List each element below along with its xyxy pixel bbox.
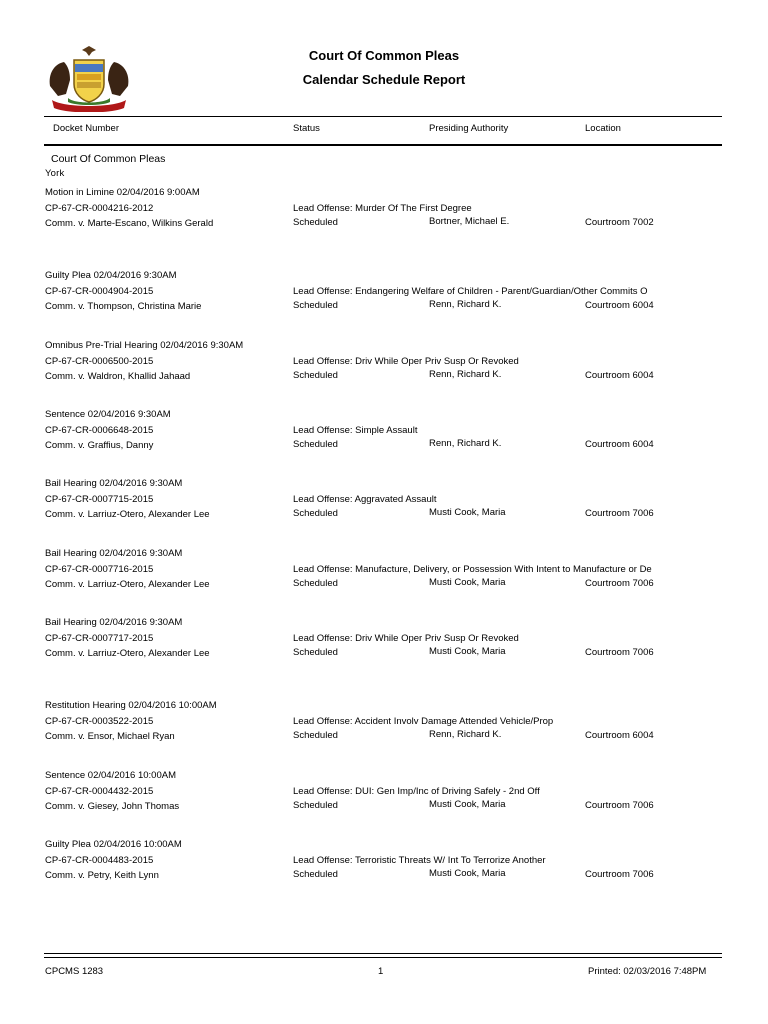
section-county: York [45, 168, 65, 179]
entry-docket-number: CP-67-CR-0003522-2015 [45, 716, 154, 727]
entry-event-heading: Bail Hearing 02/04/2016 9:30AM [45, 478, 183, 489]
header-top-rule [44, 116, 722, 117]
footer-form-id: CPCMS 1283 [45, 966, 104, 977]
entry-case-caption: Comm. v. Graffius, Danny [45, 440, 154, 451]
report-court-title: Court Of Common Pleas [308, 48, 460, 63]
calendar-entry [0, 478, 768, 538]
footer-page-number: 1 [378, 966, 384, 977]
entry-docket-number: CP-67-CR-0004904-2015 [45, 286, 154, 297]
entry-lead-offense: Lead Offense: Terroristic Threats W/ Int To Terrorize Another [293, 855, 546, 866]
entry-location: Courtroom 6004 [585, 730, 654, 741]
calendar-entry [0, 187, 768, 247]
entry-status: Scheduled [293, 300, 338, 311]
calendar-entry [0, 770, 768, 830]
entry-status: Scheduled [293, 800, 338, 811]
entry-docket-number: CP-67-CR-0004216-2012 [45, 203, 154, 214]
entry-case-caption: Comm. v. Thompson, Christina Marie [45, 301, 202, 312]
column-header-docket: Docket Number [53, 123, 119, 134]
entry-status: Scheduled [293, 578, 338, 589]
entry-location: Courtroom 7006 [585, 508, 654, 519]
entry-case-caption: Comm. v. Giesey, John Thomas [45, 801, 180, 812]
entry-lead-offense: Lead Offense: Simple Assault [293, 425, 418, 436]
entry-presiding-authority: Bortner, Michael E. [429, 216, 510, 227]
entry-case-caption: Comm. v. Marte-Escano, Wilkins Gerald [45, 218, 214, 229]
entry-event-heading: Omnibus Pre-Trial Hearing 02/04/2016 9:30AM [45, 340, 244, 351]
entry-event-heading: Guilty Plea 02/04/2016 9:30AM [45, 270, 177, 281]
entry-presiding-authority: Renn, Richard K. [429, 729, 502, 740]
entry-lead-offense: Lead Offense: Manufacture, Delivery, or Possession With Intent to Manufacture or De [293, 564, 652, 575]
entry-lead-offense: Lead Offense: Accident Involv Damage Attended Vehicle/Prop [293, 716, 554, 727]
entry-event-heading: Restitution Hearing 02/04/2016 10:00AM [45, 700, 217, 711]
entry-lead-offense: Lead Offense: Endangering Welfare of Children - Parent/Guardian/Other Commits O [293, 286, 648, 297]
entry-case-caption: Comm. v. Ensor, Michael Ryan [45, 731, 175, 742]
entry-presiding-authority: Renn, Richard K. [429, 299, 502, 310]
entry-event-heading: Sentence 02/04/2016 10:00AM [45, 770, 176, 781]
entry-event-heading: Sentence 02/04/2016 9:30AM [45, 409, 171, 420]
calendar-entry [0, 270, 768, 330]
calendar-entry [0, 700, 768, 760]
entry-event-heading: Bail Hearing 02/04/2016 9:30AM [45, 548, 183, 559]
entry-docket-number: CP-67-CR-0004432-2015 [45, 786, 154, 797]
entry-status: Scheduled [293, 647, 338, 658]
entry-presiding-authority: Musti Cook, Maria [429, 577, 506, 588]
entry-lead-offense: Lead Offense: DUI: Gen Imp/Inc of Driving Safely - 2nd Off [293, 786, 540, 797]
entry-lead-offense: Lead Offense: Driv While Oper Priv Susp Or Revoked [293, 633, 519, 644]
entry-docket-number: CP-67-CR-0006648-2015 [45, 425, 154, 436]
entry-lead-offense: Lead Offense: Aggravated Assault [293, 494, 437, 505]
calendar-entry [0, 340, 768, 400]
entry-location: Courtroom 7006 [585, 869, 654, 880]
entry-presiding-authority: Musti Cook, Maria [429, 646, 506, 657]
entry-case-caption: Comm. v. Larriuz-Otero, Alexander Lee [45, 579, 210, 590]
entry-location: Courtroom 7006 [585, 647, 654, 658]
entry-status: Scheduled [293, 370, 338, 381]
entry-event-heading: Bail Hearing 02/04/2016 9:30AM [45, 617, 183, 628]
entry-docket-number: CP-67-CR-0004483-2015 [45, 855, 154, 866]
entry-location: Courtroom 6004 [585, 300, 654, 311]
entry-status: Scheduled [293, 508, 338, 519]
entry-docket-number: CP-67-CR-0006500-2015 [45, 356, 154, 367]
entry-location: Courtroom 7006 [585, 800, 654, 811]
entry-location: Courtroom 6004 [585, 370, 654, 381]
entry-case-caption: Comm. v. Waldron, Khallid Jahaad [45, 371, 191, 382]
entry-location: Courtroom 6004 [585, 439, 654, 450]
column-header-location: Location [585, 123, 621, 134]
entry-presiding-authority: Musti Cook, Maria [429, 799, 506, 810]
footer-rule-top [44, 953, 722, 954]
calendar-entry [0, 548, 768, 608]
footer-rule-bottom [44, 957, 722, 958]
entry-event-heading: Motion in Limine 02/04/2016 9:00AM [45, 187, 200, 198]
entry-presiding-authority: Renn, Richard K. [429, 438, 502, 449]
entry-location: Courtroom 7002 [585, 217, 654, 228]
entry-case-caption: Comm. v. Larriuz-Otero, Alexander Lee [45, 509, 210, 520]
column-header-authority: Presiding Authority [429, 123, 509, 134]
calendar-entry [0, 839, 768, 899]
entry-case-caption: Comm. v. Petry, Keith Lynn [45, 870, 159, 881]
calendar-entry [0, 617, 768, 677]
entry-event-heading: Guilty Plea 02/04/2016 10:00AM [45, 839, 182, 850]
section-court-name: Court Of Common Pleas [51, 153, 166, 165]
entry-status: Scheduled [293, 439, 338, 450]
column-header-status: Status [293, 123, 320, 134]
footer-printed-timestamp: Printed: 02/03/2016 7:48PM [588, 966, 707, 977]
entry-status: Scheduled [293, 869, 338, 880]
entry-presiding-authority: Musti Cook, Maria [429, 507, 506, 518]
report-subtitle: Calendar Schedule Report [302, 72, 466, 87]
entry-lead-offense: Lead Offense: Murder Of The First Degree [293, 203, 472, 214]
entry-docket-number: CP-67-CR-0007717-2015 [45, 633, 154, 644]
entry-lead-offense: Lead Offense: Driv While Oper Priv Susp Or Revoked [293, 356, 519, 367]
entry-docket-number: CP-67-CR-0007716-2015 [45, 564, 154, 575]
entry-presiding-authority: Musti Cook, Maria [429, 868, 506, 879]
entry-status: Scheduled [293, 730, 338, 741]
calendar-entry [0, 409, 768, 469]
entry-location: Courtroom 7006 [585, 578, 654, 589]
entry-docket-number: CP-67-CR-0007715-2015 [45, 494, 154, 505]
entry-case-caption: Comm. v. Larriuz-Otero, Alexander Lee [45, 648, 210, 659]
entry-presiding-authority: Renn, Richard K. [429, 369, 502, 380]
header-bottom-rule [44, 144, 722, 146]
entry-status: Scheduled [293, 217, 338, 228]
